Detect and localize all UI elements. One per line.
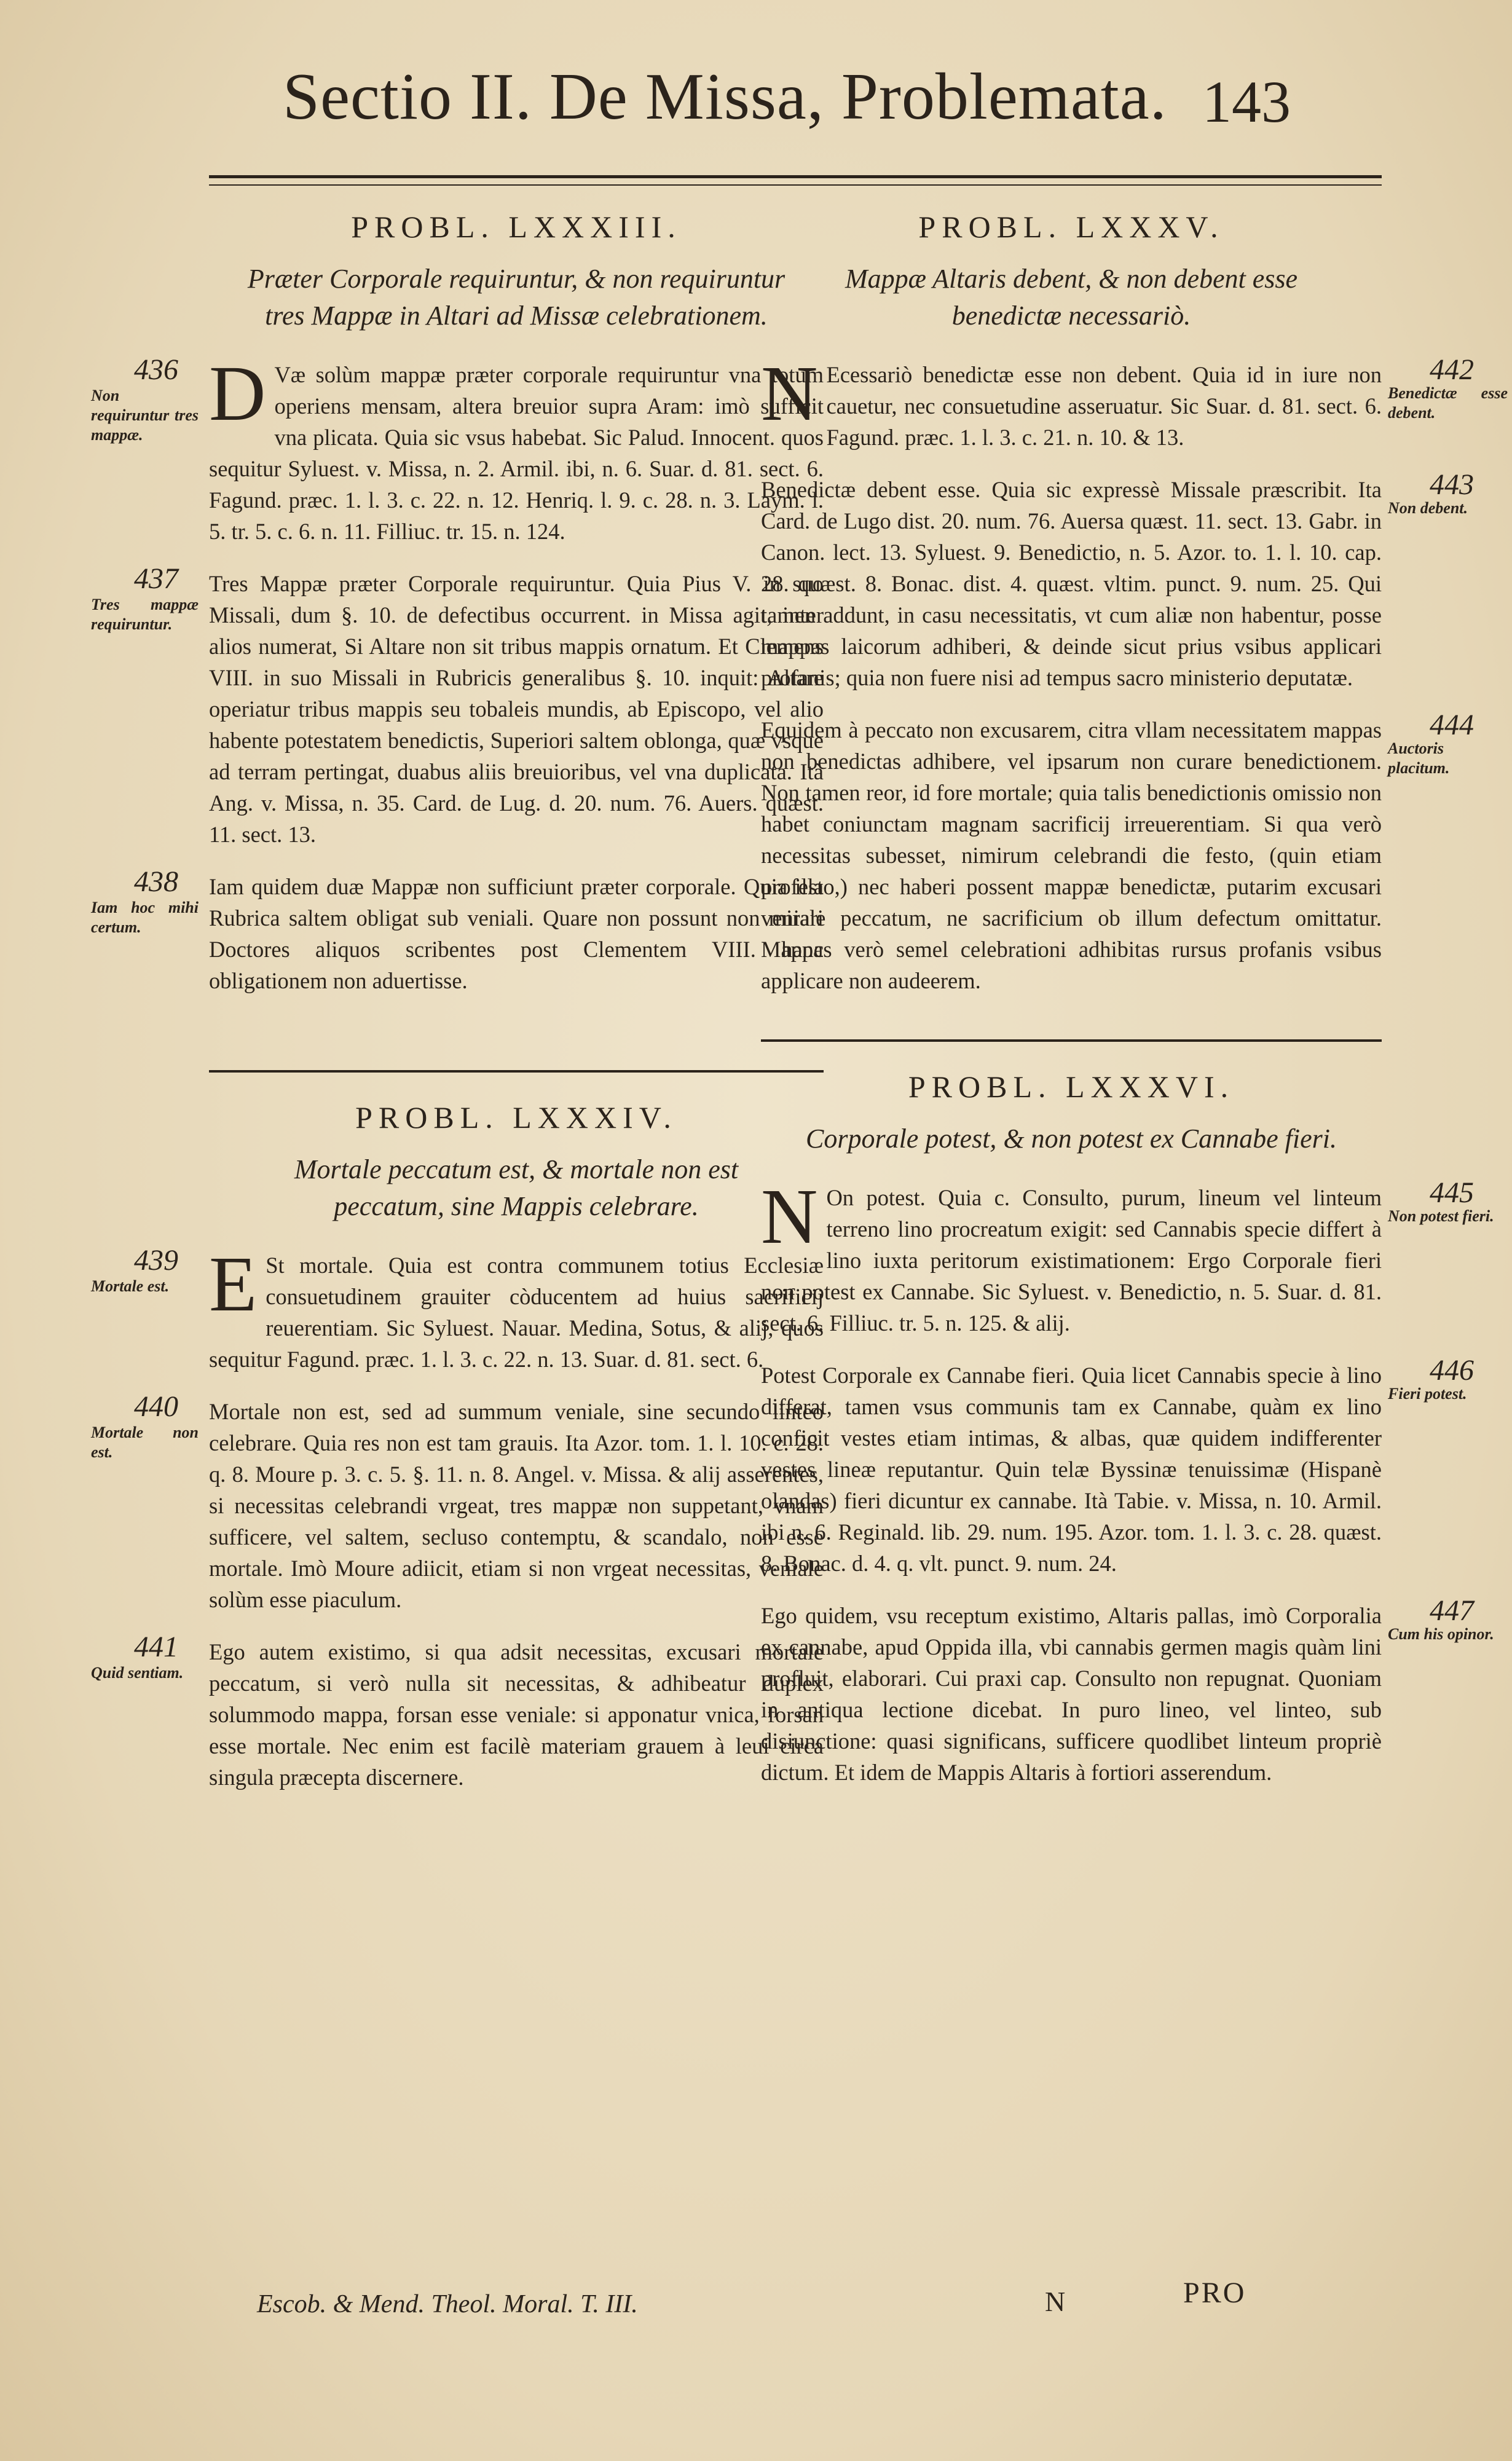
left-column <box>91 175 824 1793</box>
section-rule <box>761 175 1382 186</box>
paragraph-436 <box>91 350 824 547</box>
margin-note: Fieri potest. <box>1388 1385 1467 1403</box>
paragraph-446 <box>761 1354 1474 1579</box>
paragraph-number: 447 <box>1430 1594 1474 1627</box>
margin-note: Mortale non est. <box>91 1423 199 1461</box>
paragraph-445 <box>761 1173 1494 1339</box>
paragraph-text: Tres Mappæ præter Corporale requiruntur. Quia Pius V. in suo Missali, dum §. 10. de defectibus occurrent. in Missa agit, inter alios numerat, Si Altare non sit tribus mappis ornatum. Et Clemens VIII. in suo Missali in Rubricis generalibus §. 10. inquit: Altare operiatur tribus mappis seu tobaleis mundis, ab Episcopo, vel alio habente potestatem benedictis, Superiori saltem oblonga, quæ vsque ad terram pertingat, duabus aliis breuioribus, vel vna duplicata. Ità Ang. v. Missa, n. 35. Card. de Lug. d. 20. num. 76. Auers. quæst. 11. sect. 13. <box>209 571 824 847</box>
section-rule <box>209 175 824 186</box>
catchword: PRO <box>1183 2277 1246 2309</box>
paragraph-437 <box>91 562 824 850</box>
paragraph-441 <box>91 1631 824 1793</box>
margin-note: Benedictæ esse debent. <box>1388 384 1508 422</box>
paragraph-number: 446 <box>1430 1354 1474 1387</box>
margin-note: Non potest fieri. <box>1388 1207 1494 1225</box>
problem-heading: PROBL. LXXXIV. <box>355 1100 677 1135</box>
paragraph-text: Equidem à peccato non excusarem, citra vllam necessitatem mappas non benedictas adhibere, vel ipsarum non curare benedictionem. Non tamen reor, id fore mortale; quia talis benedictionis omissio non habet coniunctam magnam sacrificij irreuerentiam. Si qua verò necessitas subesset, nimirum celebrandi die festo, (quin etiam profesto,) nec haberi possent mappæ benedictæ, putarim excusari veniale peccatum, ne sacrificium ob illum defectum omittatur. Mappas verò semel celebrationi adhibitas rursus profanis vsibus applicare non audeerem. <box>761 717 1382 993</box>
page-number: 143 <box>1202 69 1291 135</box>
paragraph-text: Potest Corporale ex Cannabe fieri. Quia licet Cannabis specie à lino differat, tamen vsus communis tam ex Cannabe, quàm ex lino conficit vestes etiam intimas, & albas, quæ quidem indifferenter vestes lineæ reputantur. Quin telæ Byssinæ tenuissimæ (Hispanè olandas) fieri dicuntur ex cannabe. Ità Tabie. v. Missa, n. 10. Armil. ibi n. 6. Reginald. lib. 29. num. 195. Azor. tom. 1. l. 3. c. 28. quæst. 8. Bonac. d. 4. q. vlt. punct. 9. num. 24. <box>761 1363 1382 1576</box>
margin-note: Cum his opinor. <box>1388 1625 1494 1643</box>
running-title: Sectio II. De Missa, Problemata. <box>283 60 1167 133</box>
problem-subtitle: Mappæ Altaris debent, & non debent esse benedictæ necessariò. <box>845 264 1298 331</box>
drop-cap: E <box>209 1240 258 1328</box>
printer-signature-line: Escob. & Mend. Theol. Moral. T. III. <box>257 2290 638 2318</box>
signature-mark: N <box>1045 2286 1066 2317</box>
paragraph-438 <box>91 865 824 996</box>
paragraph-444 <box>761 709 1474 996</box>
margin-note: Auctoris placitum. <box>1388 739 1450 777</box>
paragraph-text: Ego quidem, vsu receptum existimo, Altaris pallas, imò Corporalia ex cannabe, apud Oppida illa, vbi cannabis germen magis quàm lini profluit, elaborari. Cui praxi cap. Consulto non repugnat. Quoniam in antiqua lectione dicebat. In puro lineo, vel linteo, sub disiunctione: quasi significans, sufficere quodlibet linteum propriè dictum. Et idem de Mappis Altaris à fortiori asserendum. <box>761 1603 1382 1785</box>
drop-cap: N <box>761 1173 818 1260</box>
margin-note: Iam hoc mihi certum. <box>91 899 199 936</box>
problem-heading: PROBL. LXXXVI. <box>908 1069 1235 1104</box>
problem-subtitle: Præter Corporale requiruntur, & non requiruntur tres Mappæ in Altari ad Missæ celebrationem. <box>247 264 786 331</box>
right-column <box>761 175 1508 1788</box>
drop-cap: D <box>209 350 266 437</box>
paragraph-text: Benedictæ debent esse. Quia sic expressè Missale præscribit. Ita Card. de Lugo dist. 20. num. 76. Auersa quæst. 11. sect. 13. Gabr. in Canon. lect. 13. Syluest. 9. Benedictio, n. 5. Azor. to. 1. l. 10. cap. 28. quæst. 8. Bonac. dist. 4. quæst. vltim. punct. 9. num. 25. Qui tamen addunt, in casu necessitatis, vt cum aliæ non habentur, posse mappas laicorum adhiberi, & deinde sicut prius vsibus applicari profanis; quia non fuere nisi ad tempus sacro ministerio deputatæ. <box>761 477 1382 690</box>
margin-note: Mortale est. <box>91 1277 170 1295</box>
paragraph-number: 443 <box>1430 468 1474 501</box>
paragraph-440 <box>91 1390 824 1615</box>
section-rule <box>761 1039 1382 1045</box>
section-rule <box>209 1070 824 1076</box>
paragraph-439 <box>91 1240 824 1375</box>
drop-cap: N <box>761 350 818 437</box>
problem-heading: PROBL. LXXXV. <box>918 210 1224 244</box>
paragraph-text: St mortale. Quia est contra communem totius Ecclesiæ consuetudinem grauiter còducentem ad huius sacrificij reuerentiam. Sic Syluest. Nauar. Medina, Sotus, & alij, quos sequitur Fagund. præc. 1. l. 3. c. 22. n. 13. Suar. d. 81. sect. 6. <box>209 1253 824 1372</box>
problem-subtitle: Mortale peccatum est, & mortale non est peccatum, sine Mappis celebrare. <box>294 1154 739 1221</box>
paragraph-number: 444 <box>1430 709 1474 741</box>
paragraph-number: 441 <box>134 1631 178 1663</box>
problem-heading: PROBL. LXXXIII. <box>351 210 682 244</box>
paragraph-text: Iam quidem duæ Mappæ non sufficiunt præter corporale. Quia illa Rubrica saltem obligat sub veniali. Quare non possunt non mirari Doctores aliquos scribentes post Clementem VIII. hanc obligationem non aduertisse. <box>209 874 824 993</box>
paragraph-number: 440 <box>134 1390 178 1423</box>
paragraph-text: Væ solùm mappæ præter corporale requiruntur vna totum operiens mensam, altera breuior supra Aram: imò sufficit vna plicata. Quia sic vsus habebat. Sic Palud. Innocent. quos sequitur Syluest. v. Missa, n. 2. Armil. ibi, n. 6. Suar. d. 81. sect. 6. Fagund. præc. 1. l. 3. c. 22. n. 12. Henriq. l. 9. c. 28. n. 3. Laym. l. 5. tr. 5. c. 6. n. 11. Filliuc. tr. 15. n. 124. <box>209 362 824 544</box>
paragraph-443 <box>761 468 1474 693</box>
paragraph-number: 438 <box>134 865 178 898</box>
problem-subtitle: Corporale potest, & non potest ex Cannabe fieri. <box>805 1124 1337 1154</box>
paragraph-number: 445 <box>1430 1176 1474 1209</box>
paragraph-442 <box>761 350 1508 453</box>
paragraph-number: 439 <box>134 1244 178 1277</box>
paragraph-text: Mortale non est, sed ad summum veniale, sine secundo linteo celebrare. Quia res non est tam grauis. Ita Azor. tom. 1. l. 10. c. 28. q. 8. Moure p. 3. c. 5. §. 11. n. 8. Angel. v. Missa. & alij asserentes, si necessitas celebrandi vrgeat, tres mappæ non suppetant, vnam sufficere, vel saltem, secluso contemptu, & scandalo, non esse mortale. Imò Moure adiicit, etiam si non vrgeat necessitas, veniale solùm esse piaculum. <box>209 1399 824 1612</box>
margin-note: Quid sentiam. <box>91 1664 184 1682</box>
paragraph-number: 437 <box>134 562 178 595</box>
paragraph-number: 442 <box>1430 353 1474 386</box>
paragraph-447 <box>761 1594 1494 1788</box>
margin-note: Tres mappæ requiruntur. <box>91 596 199 633</box>
running-header <box>283 59 1291 151</box>
paragraph-text: Ecessariò benedictæ esse non debent. Quia id in iure non cauetur, nec consuetudine asseruatur. Sic Suar. d. 81. sect. 6. Fagund. præc. 1. l. 3. c. 21. n. 10. & 13. <box>826 362 1382 450</box>
paragraph-text: On potest. Quia c. Consulto, purum, lineum vel linteum terreno lino procreatum exigit: sed Cannabis specie differt à lino iuxta peritorum existimationem: Ergo Corporale fieri non potest ex Cannabe. Sic Syluest. v. Benedictio, n. 5. Suar. d. 81. sect. 6. Filliuc. tr. 5. n. 125. & alij. <box>761 1185 1382 1336</box>
margin-note: Non debent. <box>1388 499 1468 517</box>
paragraph-text: Ego autem existimo, si qua adsit necessitas, excusari mortale peccatum, si verò nulla sit necessitas, & adhibeatur duplex solummodo mappa, forsan esse veniale: si apponatur vnica, forsan esse mortale. Nec enim est facilè materiam grauem à leui circa singula præcepta discernere. <box>209 1639 824 1790</box>
paragraph-number: 436 <box>134 353 178 386</box>
margin-note: Non requiruntur tres mappæ. <box>91 387 199 444</box>
